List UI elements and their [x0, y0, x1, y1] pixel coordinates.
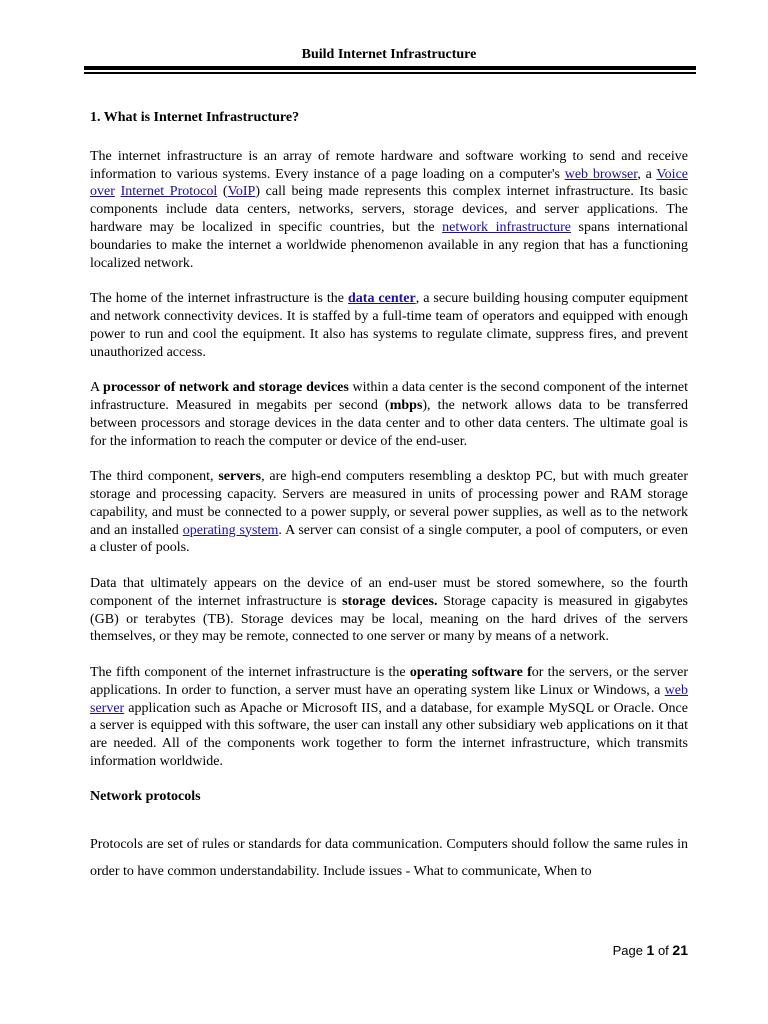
document-header-title: Build Internet Infrastructure — [301, 47, 477, 62]
link-data-center[interactable]: data center — [348, 291, 416, 307]
paragraph-network-processor: A processor of network and storage devices within a data center is the second component of the internet infrastructure. Measured in megabits per second (mbps), the network allows data to be transferred between processors and storage devices in the data center and to other data centers. The ultimate goal is for the information to reach the computer or device of the end-user. — [90, 380, 688, 449]
link-network-infrastructure[interactable]: network infrastructure — [442, 219, 571, 235]
paragraph-storage-devices: Data that ultimately appears on the device of an end-user must be stored somewhere, so the fourth component of the internet infrastructure is storage devices. Storage capacity is measured in gigabytes (GB) or terabytes (TB). Storage devices may be local, meaning on the hard drives of the servers themselves, or they may be remote, connected to one server or many by means of a network. — [90, 575, 688, 645]
link-voip[interactable]: VoIP — [227, 184, 256, 200]
document-body — [90, 109, 688, 885]
page-number-footer: Page 1 of 21 — [612, 942, 688, 958]
link-web-server[interactable]: web server — [90, 682, 688, 716]
paragraph-protocols: Protocols are set of rules or standards for data communication. Computers should follow the same rules in order to have common understandability. Include issues - What to communicate, When to — [90, 837, 688, 880]
link-operating-system[interactable]: operating system — [182, 522, 279, 538]
paragraph-servers: The third component, servers, are high-end computers resembling a desktop PC, but with much greater storage and processing capacity. Servers are measured in units of processing power and RAM storage capability, and must be connected to a power supply, or several power supplies, as well as to the network and an installed operating system. A server can consist of a single computer, a pool of computers, or even a cluster of pools. — [90, 469, 688, 556]
paragraph-data-center: The home of the internet infrastructure is the data center, a secure building housing computer equipment and network connectivity devices. It is staffed by a full-time team of operators and equipped with enough power to run and cool the equipment. It also has systems to regulate climate, suppress fires, and prevent unauthorized access. — [90, 291, 688, 360]
section-heading-internet-infrastructure: 1. What is Internet Infrastructure? — [90, 110, 300, 125]
link-voice-over[interactable]: Voice over — [90, 166, 688, 200]
paragraph-operating-software: The fifth component of the internet infrastructure is the operating software for the servers, or the server applications. In order to function, a server must have an operating system like Linux or Windows, a web server application such as Apache or Microsoft IIS, and a database, for example MySQL or Oracle. Once a server is equipped with this software, the user can install any other subsidiary web applications on it that are needed. All of the components work together to form the internet infrastructure, which transmits information worldwide. — [90, 664, 688, 769]
header-rule-thin — [84, 72, 696, 74]
header-rule-thick — [84, 66, 696, 70]
link-internet-protocol[interactable]: Internet Protocol — [120, 184, 218, 200]
link-web-browser[interactable]: web browser — [564, 166, 638, 182]
paragraph-intro: The internet infrastructure is an array of remote hardware and software working to send and receive information to various systems. Every instance of a page loading on a computer's web browser, a Voice over Internet Protocol (VoIP) call being made represents this complex internet infrastructure. Its basic components include data centers, networks, servers, storage devices, and server applications. The hardware may be localized in specific countries, but the network infrastructure spans international boundaries to make the internet a worldwide phenomenon available in any region that has a functioning localized network. — [90, 148, 688, 271]
section-heading-network-protocols: Network protocols — [90, 789, 201, 805]
